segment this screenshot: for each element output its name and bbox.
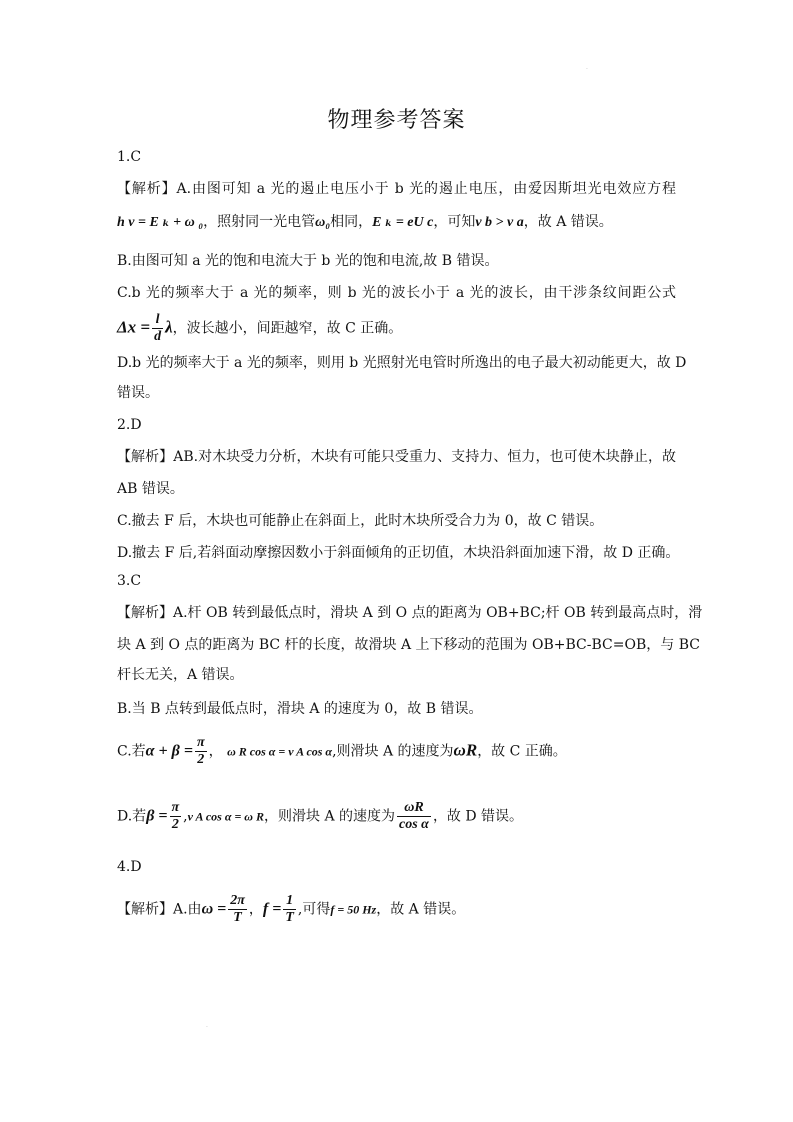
analysis-tag: 【解析】 xyxy=(117,449,174,465)
analysis-tag: 【解析】 xyxy=(117,181,177,197)
q1-fringe-formula-line: Δx = $\frac{l}{d}$ λ，波长越小，间距越窄，故 C 正确。 xyxy=(117,312,403,344)
q1-analysis-d1: D.b 光的频率大于 a 光的频率，则用 b 光照射光电管时所逸出的电子最大初动能更大，故 D xyxy=(117,355,687,371)
q2-analysis-c: C.撤去 F 后，木块也可能静止在斜面上，此时木块所受合力为 0，故 C 错误。 xyxy=(117,513,604,529)
frequency-value: f = 50 Hz xyxy=(330,902,377,917)
q1-analysis-a: 【解析】A.由图可知 a 光的遏止电压小于 b 光的遏止电压，由爱因斯坦光电效应方程 xyxy=(117,181,677,197)
q1-analysis-b: B.由图可知 a 光的饱和电流大于 b 光的饱和电流,故 B 错误。 xyxy=(117,253,499,269)
work-function-symbol: ω₀ xyxy=(315,215,331,230)
omega-r-over-cos-fraction: $\frac{\omega R}{\text{cos α}}$ xyxy=(399,800,429,832)
q1-equation-line: h ν = E ₖ + ω ₀，照射同一光电管ω₀相同，E ₖ = eU c，可知ν b > ν a，故 A 错误。 xyxy=(117,214,613,230)
one-over-t-fraction: $\frac{1}{T}$ xyxy=(285,893,294,925)
q1-analysis-c1: C.b 光的频率大于 a 光的频率，则 b 光的波长小于 a 光的波长，由干涉条纹间距公式 xyxy=(117,285,676,301)
q2-analysis-d: D.撤去 F 后,若斜面动摩擦因数小于斜面倾角的正切值，木块沿斜面加速下滑，故 D 正确。 xyxy=(117,545,680,561)
q2-answer: 2.D xyxy=(117,417,142,433)
frequency-inequality: ν b > ν a xyxy=(475,215,524,230)
page-title: 物理参考答案 xyxy=(327,108,466,133)
l-over-d-fraction: $\frac{l}{d}$ xyxy=(154,312,162,344)
scan-speck: · xyxy=(586,66,588,73)
two-pi-over-t-fraction: $\frac{2\pi}{T}$ xyxy=(230,893,245,925)
q2-analysis-ab2: AB 错误。 xyxy=(117,481,184,497)
q4-analysis-a: 【解析】A.由ω = $\frac{2\pi}{T}$ ，f = $\frac{1}{T}$ ,可得f = 50 Hz，故 A 错误。 xyxy=(117,893,466,925)
scan-speck: · xyxy=(206,1024,208,1031)
velocity-equation-d: v A cos α = ω R xyxy=(187,809,264,824)
photoelectric-equation: h ν = E ₖ + ω ₀ xyxy=(117,215,204,230)
q3-analysis-a3: 杆长无关，A 错误。 xyxy=(117,667,244,683)
kinetic-energy-equation: E ₖ = eU c xyxy=(372,215,434,230)
q3-analysis-a1: 【解析】A.杆 OB 转到最低点时，滑块 A 到 O 点的距离为 OB+BC;杆 OB 转到最高点时，滑 xyxy=(117,605,703,621)
analysis-tag: 【解析】 xyxy=(117,901,173,918)
pi-over-2-fraction: $\frac{\pi}{2}$ xyxy=(196,735,205,767)
q3-analysis-c: C.若α + β = $\frac{\pi}{2}$ ， ω R cos α = v A cos α,则滑块 A 的速度为ωR，故 C 正确。 xyxy=(117,735,567,767)
q1-analysis-d2: 错误。 xyxy=(117,385,159,401)
q2-analysis-ab1: 【解析】AB.对木块受力分析，木块有可能只受重力、支持力、恒力，也可使木块静止，故 xyxy=(117,449,676,465)
q3-analysis-a2: 块 A 到 O 点的距离为 BC 杆的长度，故滑块 A 上下移动的范围为 OB+BC-BC=OB，与 BC xyxy=(117,637,700,653)
q3-answer: 3.C xyxy=(117,573,142,589)
pi-over-2-fraction: $\frac{\pi}{2}$ xyxy=(171,800,180,832)
q4-answer: 4.D xyxy=(117,859,142,875)
velocity-equation-c: ω R cos α = v A cos α xyxy=(227,744,333,759)
q3-analysis-d: D.若β = $\frac{\pi}{2}$ ,v A cos α = ω R，则滑块 A 的速度为 $\frac{\omega R}{\text{cos α}}$ ，故 D 错误。 xyxy=(117,800,524,832)
q3-analysis-b: B.当 B 点转到最低点时，滑块 A 的速度为 0，故 B 错误。 xyxy=(117,701,483,717)
analysis-tag: 【解析】 xyxy=(117,605,173,621)
q1-answer: 1.C xyxy=(117,149,142,165)
